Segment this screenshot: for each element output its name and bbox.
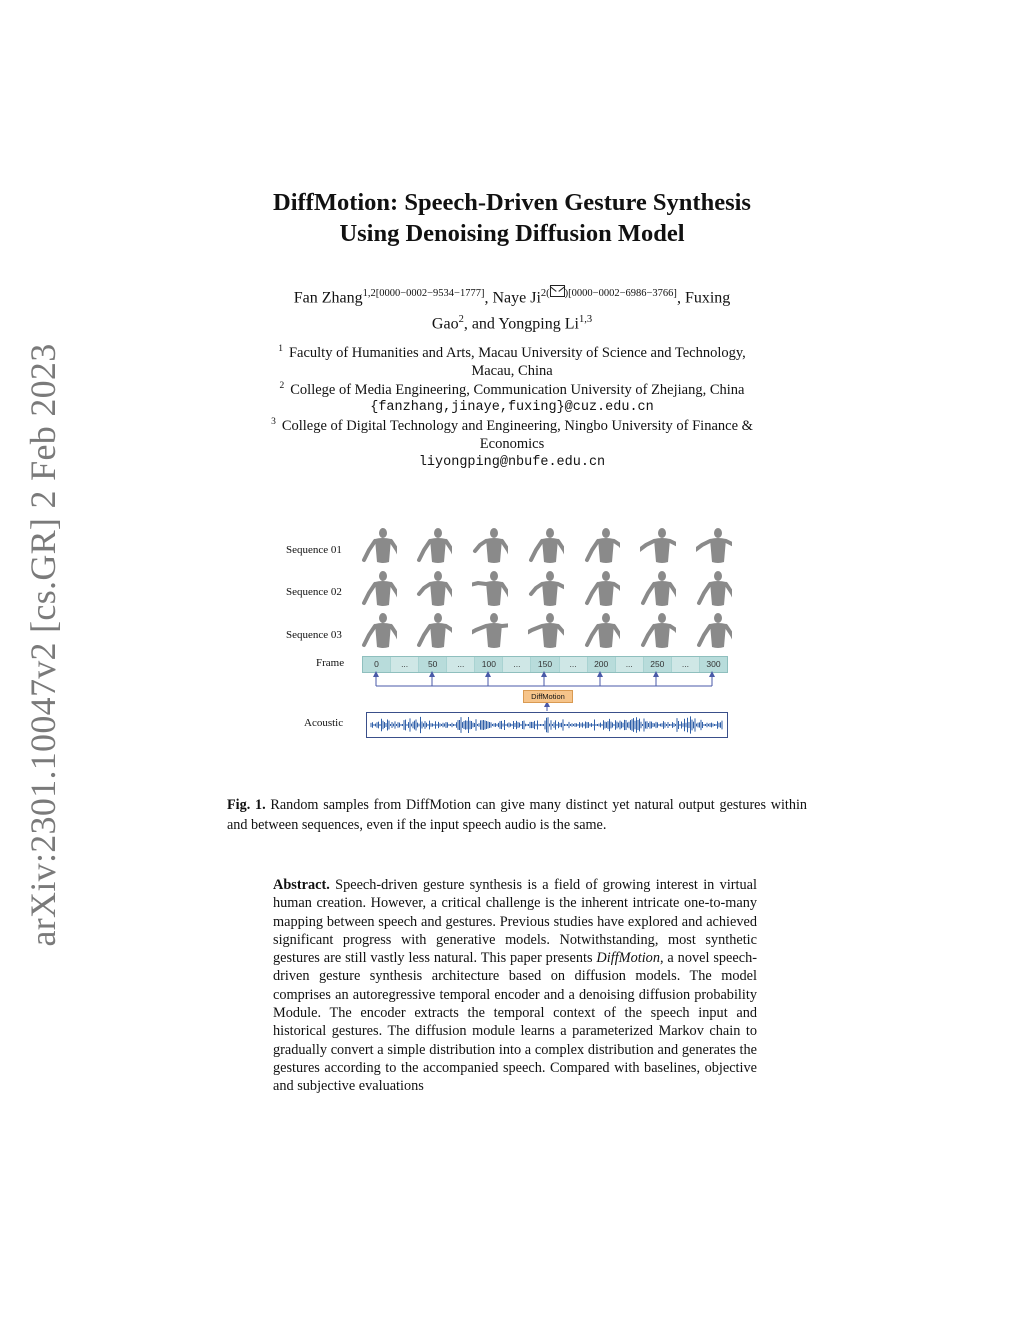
author-sup: 2 <box>458 314 464 326</box>
caption-label: Fig. 1. <box>227 797 266 813</box>
abstract-text: Speech-driven gesture synthesis is a field of growing interest in virtual human creation. However, a critical challenge is the inherent intricate one-to-many mapping between speech and gestures. Previous studies have explored and achieved significant progress with generative models. Notwithstanding, most synthetic gestures are still vastly less natural. This paper presents <box>273 877 757 967</box>
frame-cell: ... <box>560 657 588 672</box>
frame-cell: ... <box>391 657 419 672</box>
sequence-label: Sequence 01 <box>286 544 342 556</box>
arxiv-id: arXiv:2301.10047v2 [cs.GR] 2 Feb 2023 <box>23 343 63 947</box>
title-line-1: DiffMotion: Speech-Driven Gesture Synthesis <box>273 189 751 216</box>
affiliation-text: Macau, China <box>471 363 553 380</box>
author-name: , and Yongping Li <box>463 315 579 333</box>
authors-line-2 <box>0 309 1024 335</box>
affiliation-3 <box>0 413 1024 472</box>
affiliation-1 <box>0 340 1024 381</box>
authors-line-1: Fan Zhang$^{1,2[0000-0002-9534-1777]}$, Naye $Ji^{2( )[0000-0002-6986-3766]}$, Fuxing <box>0 283 1024 309</box>
diffmotion-box: DiffMotion <box>523 690 573 703</box>
frame-label: Frame <box>316 657 345 669</box>
frame-cell: 100 <box>475 657 503 672</box>
abstract-italic: DiffMotion <box>596 950 660 967</box>
acoustic-label: Acoustic <box>304 717 344 729</box>
frame-cell: ... <box>503 657 531 672</box>
abstract <box>273 876 757 1096</box>
figure-caption <box>227 796 807 835</box>
affiliation-email: {fanzhang,jinaye,fuxing}@cuz.edu.cn <box>370 400 654 416</box>
paper-title <box>0 187 1024 249</box>
sequence-label: Sequence 02 <box>286 586 342 598</box>
envelope-icon <box>550 285 565 297</box>
author-name: Fan Zhang <box>293 289 363 307</box>
affiliation-text: Economics <box>479 436 545 453</box>
caption-text: Random samples from DiffMotion can give many distinct yet natural output gestures within and between sequences, even if the input speech audio is the same. <box>227 797 807 833</box>
waveform-icon <box>367 713 727 737</box>
frame-cell: 200 <box>588 657 616 672</box>
sequence-label: Sequence 03 <box>286 629 342 641</box>
author-name: Gao <box>431 315 459 333</box>
frame-cell: ... <box>447 657 475 672</box>
frame-cell: 250 <box>644 657 672 672</box>
frame-cell: 300 <box>700 657 727 672</box>
frame-cell: ... <box>616 657 644 672</box>
affiliation-email: liyongping@nbufe.edu.cn <box>418 454 606 470</box>
author-name: , Naye Ji <box>484 289 541 307</box>
author-sup: 1,3 <box>578 314 593 326</box>
author-orcid: [0000−0002−6986−3766] <box>568 288 677 299</box>
frame-cell: ... <box>672 657 700 672</box>
affiliation-number: 2 <box>279 381 285 391</box>
abstract-text: , a novel speech-driven gesture synthesis architecture based on diffusion models. The model comprises an autoregressive temporal encoder and a denoising diffusion probability Module. The encoder extracts the temporal context of the speech input and historical gestures. The diffusion module learns a parameterized Markov chain to gradually convert a simple distribution into a complex distribution and generates the gestures according to the accompanied speech. Compared with baselines, objective and subjective evaluations <box>273 950 757 1095</box>
acoustic-waveform <box>366 712 728 738</box>
title-line-2: Using Denoising Diffusion Model <box>339 220 685 247</box>
affiliation-2 <box>0 377 1024 418</box>
affiliation-number: 1 <box>278 344 283 354</box>
author-name: , Fuxing <box>676 289 731 307</box>
figure-1 <box>270 522 770 747</box>
abstract-label: Abstract. <box>273 877 330 893</box>
affiliation-text: Faculty of Humanities and Arts, Macau University of Science and Technology, <box>288 344 746 361</box>
author-list <box>0 283 1024 336</box>
author-sup: 2 <box>540 288 547 299</box>
frame-cell: 50 <box>419 657 447 672</box>
author-orcid: 1,2[0000−0002−9534−1777] <box>362 288 485 299</box>
affiliation-text: College of Digital Technology and Engineering, Ningbo University of Finance & <box>281 417 753 434</box>
frame-cell: 150 <box>531 657 559 672</box>
affiliation-number: 3 <box>271 417 276 427</box>
affiliation-text: College of Media Engineering, Communication University of Zhejiang, China <box>290 381 745 398</box>
frame-cell: 0 <box>363 657 391 672</box>
